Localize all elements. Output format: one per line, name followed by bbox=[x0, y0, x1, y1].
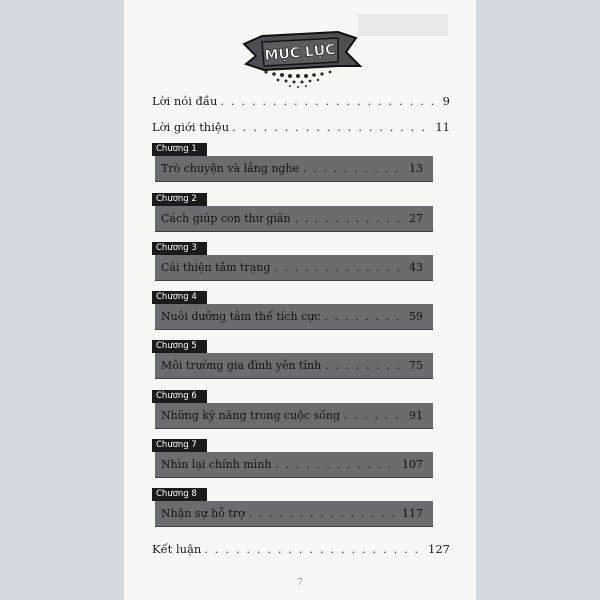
leader-dots bbox=[324, 310, 405, 323]
leader-dots bbox=[232, 120, 432, 134]
chapter-tag: Chương 5 bbox=[152, 340, 207, 353]
chapter-tag: Chương 7 bbox=[152, 439, 207, 452]
chapter-title: Trò chuyện và lắng nghe bbox=[161, 162, 300, 175]
entry-label: Lời nói đầu bbox=[152, 94, 218, 108]
leader-dots bbox=[204, 542, 425, 556]
book-page bbox=[124, 0, 476, 600]
chapter-page: 59 bbox=[409, 310, 423, 323]
chapter-bar bbox=[155, 403, 433, 428]
chapter-tag: Chương 1 bbox=[152, 143, 207, 156]
chapter-title: Những kỹ năng trong cuộc sống bbox=[161, 409, 341, 422]
chapter-bar bbox=[155, 304, 433, 329]
leader-dots bbox=[274, 261, 405, 274]
chapter-title: Nhận sự hỗ trợ bbox=[161, 507, 245, 520]
toc-chapter-8[interactable] bbox=[152, 488, 433, 528]
chapter-bar bbox=[155, 501, 433, 526]
entry-label: Lời giới thiệu bbox=[152, 120, 230, 134]
toc-entry-conclusion[interactable] bbox=[152, 534, 450, 556]
toc-chapter-7[interactable] bbox=[152, 439, 433, 479]
chapter-tag: Chương 4 bbox=[152, 291, 207, 304]
chapter-tag: Chương 2 bbox=[152, 193, 207, 206]
toc-chapter-6[interactable] bbox=[152, 390, 433, 430]
chapter-bar bbox=[155, 156, 433, 181]
toc-chapter-3[interactable] bbox=[152, 242, 433, 282]
entry-label: Kết luận bbox=[152, 542, 202, 556]
chapter-page: 107 bbox=[402, 458, 423, 471]
toc-entry-preface[interactable] bbox=[152, 86, 450, 108]
leader-dots bbox=[325, 359, 405, 372]
chapter-tag: Chương 6 bbox=[152, 390, 207, 403]
leader-dots bbox=[295, 212, 405, 225]
chapter-page: 13 bbox=[409, 162, 423, 175]
chapter-page: 27 bbox=[409, 212, 423, 225]
chapter-tag: Chương 8 bbox=[152, 488, 207, 501]
toc-chapter-5[interactable] bbox=[152, 340, 433, 380]
leader-dots bbox=[249, 507, 398, 520]
chapter-page: 91 bbox=[409, 409, 423, 422]
leader-dots bbox=[303, 162, 405, 175]
leader-dots bbox=[344, 409, 405, 422]
chapter-bar bbox=[155, 353, 433, 378]
chapter-title: Cách giúp con thư giãn bbox=[161, 212, 291, 225]
toc-chapter-1[interactable] bbox=[152, 143, 433, 183]
entry-page: 127 bbox=[428, 542, 450, 556]
entry-page: 9 bbox=[442, 94, 450, 108]
toc-entry-introduction[interactable] bbox=[152, 112, 450, 134]
chapter-page: 117 bbox=[402, 507, 423, 520]
chapter-page: 75 bbox=[409, 359, 423, 372]
chapter-page: 43 bbox=[409, 261, 423, 274]
toc-title: MỤC LỤC bbox=[264, 41, 337, 65]
entry-page: 11 bbox=[435, 120, 450, 134]
chapter-tag: Chương 3 bbox=[152, 242, 207, 255]
chapter-title: Môi trường gia đình yên tĩnh bbox=[161, 359, 322, 372]
page-number: 7 bbox=[297, 578, 303, 588]
chapter-bar bbox=[155, 206, 433, 231]
title-banner bbox=[124, 0, 476, 90]
leader-dots bbox=[275, 458, 398, 471]
toc-chapter-2[interactable] bbox=[152, 193, 433, 233]
toc-chapter-4[interactable] bbox=[152, 291, 433, 331]
chapter-title: Nuôi dưỡng tâm thế tích cực bbox=[161, 310, 321, 323]
chapter-title: Nhìn lại chính mình bbox=[161, 458, 272, 471]
chapter-bar bbox=[155, 255, 433, 280]
leader-dots bbox=[220, 94, 439, 108]
chapter-title: Cải thiện tâm trạng bbox=[161, 261, 271, 274]
chapter-bar bbox=[155, 452, 433, 477]
